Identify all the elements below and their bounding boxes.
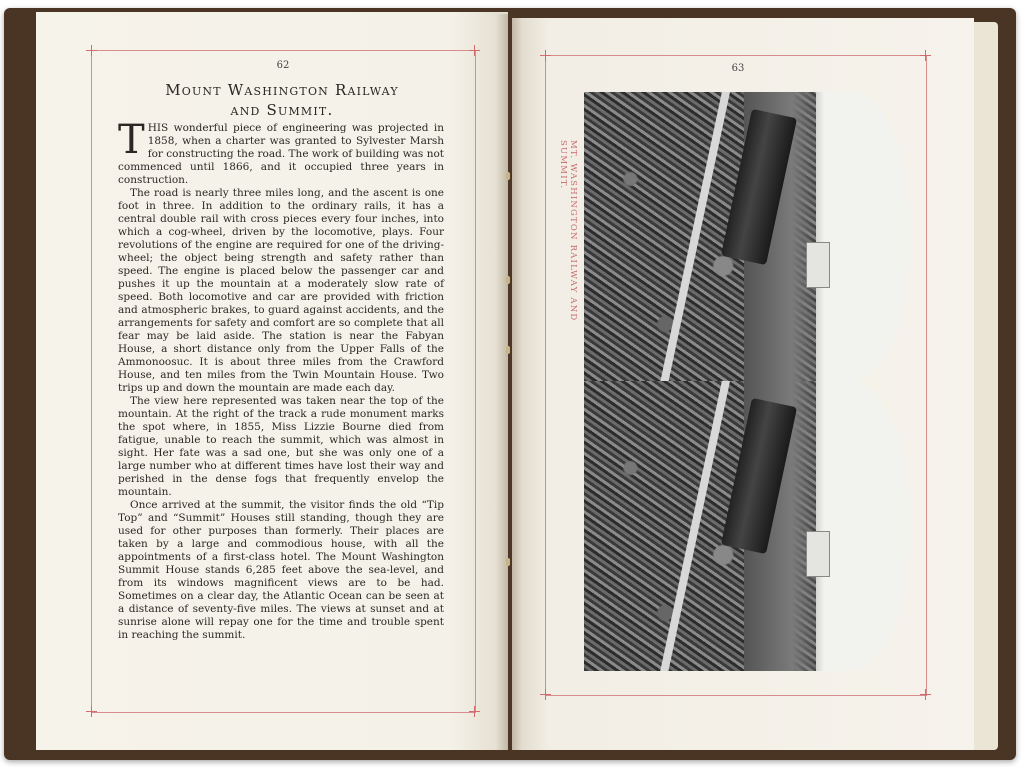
paragraph: Once arrived at the summit, the visitor finds the old “Tip Top” and “Summit” Houses still standing, though they are used for other purposes than formerly. Their places are taken by a large and commodious house, with all the appointments of a first-class hotel. The Mount Washington Summit House stands 6,285 feet above the sea-level, and from its windows magnificent views are to be had. Sometimes on a clear day, the Atlantic Ocean can be seen at a distance of seventy-five miles. The views at sunset and at sunrise alone will repay one for the time and trouble spent in reaching the summit. [118,499,444,641]
body-text [118,117,444,642]
title-line-1: Mount Washington Railway [165,81,399,99]
drop-cap: T [118,117,145,163]
corner-ornament [540,689,551,700]
corner-ornament [920,50,931,61]
page-number-left: 62 [276,60,290,71]
side-caption: MT. WASHINGTON RAILWAY AND SUMMIT. [558,140,578,322]
binding-stitch [506,276,510,284]
page-title [112,80,452,120]
gutter [496,14,522,750]
stereograph-photo-top [584,92,910,382]
photo-building [806,531,830,577]
paragraph: The road is nearly three miles long, and the ascent is one foot in three. In addition to the ordinary rails, it has a central double rail with cross pieces every four inches, into which a cog-wheel, driven by the locomotive, plays. Four revolutions of the engine are required for one of the driving-wheel; the object being strength and safety rather than speed. The engine is placed below the passenger car and pushes it up the mountain at a moderately slow rate of speed. Both locomotive and car are provided with friction and atmospheric brakes, to guard against accidents, and the arrangements for safety and comfort are so complete that all fear may be laid aside. The station is near the Fabyan House, a short distance only from the Upper Falls of the Ammonoosuc. It is about three miles from the Crawford House, and ten miles from the Twin Mountain House. Two trips up and down the mountain are made each day. [118,187,444,394]
binding-stitch [506,558,510,566]
binding-stitch [506,172,510,180]
corner-ornament [540,50,551,61]
paragraph: THIS wonderful piece of engineering was projected in 1858, when a charter was granted to Sylvester Marsh for constructing the road. The work of building was not commenced until 1866, and it occupied three years in construction. [118,117,444,186]
corner-ornament [86,45,97,56]
corner-ornament [469,706,480,717]
title-line-2: and Summit. [230,101,334,119]
corner-ornament [86,706,97,717]
corner-ornament [920,689,931,700]
stereograph-photo-bottom [584,381,910,671]
corner-ornament [469,45,480,56]
paragraph: The view here represented was taken near the top of the mountain. At the right of the track a rude monument marks the spot where, in 1855, Miss Lizzie Bourne died from fatigue, unable to reach the summit, which was almost in sight. Her fate was a sad one, but she was only one of a large number who at different times have lost their way and perished in the dense fogs that frequently envelop the mountain. [118,395,444,498]
binding-stitch [506,346,510,354]
page-number-right: 63 [731,63,745,74]
photo-building [806,242,830,288]
